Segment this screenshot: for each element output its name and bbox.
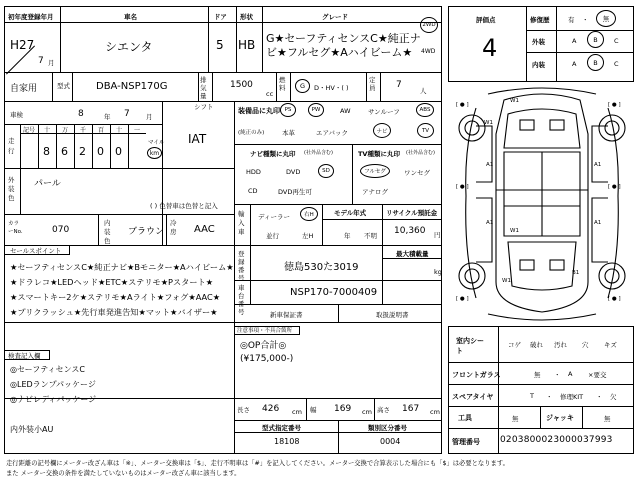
windshield-label: フロントガラス	[452, 371, 501, 379]
inspector-header: 検査記入欄	[8, 352, 41, 360]
drive-2wd-circle: 2WD	[420, 17, 438, 33]
mileage-digit: 6	[61, 145, 68, 158]
seat-label: 室内シート	[456, 337, 484, 355]
import-parallel: 並行	[266, 232, 279, 240]
capacity-unit: 人	[420, 87, 427, 95]
spare-label: スペアタイヤ	[452, 393, 494, 401]
height-label: 高さ	[377, 406, 390, 414]
mileage-label: 走行	[8, 137, 15, 155]
navi-header: ナビ種類に丸印	[250, 150, 296, 158]
grade-label: グレード	[322, 13, 348, 21]
capacity-label: 定員	[369, 76, 376, 92]
row-line	[526, 52, 634, 53]
model-label: 型式	[57, 82, 70, 90]
cc-unit: cc	[266, 90, 274, 98]
row-line	[234, 245, 442, 246]
diagram-mark: B1	[572, 270, 580, 276]
jack-label: ジャッキ	[546, 414, 574, 422]
spare-missing: 欠	[610, 393, 617, 401]
col-line	[166, 214, 167, 245]
repair-sep: ・	[582, 16, 589, 24]
sales-point-line: ★ドラレコ★LEDヘッド★ETC★ステリモ★Pスタート★	[10, 277, 214, 287]
airbag-item: エアバック	[316, 129, 348, 137]
inspection-year: 8	[78, 109, 84, 119]
doors: 5	[216, 38, 224, 52]
manual: 取扱説明書	[376, 311, 409, 319]
col-line	[380, 72, 381, 101]
equipment-header: 装備品に丸印	[238, 107, 280, 115]
jack-value: 無	[604, 415, 611, 423]
col-line	[276, 72, 277, 101]
diagram-bracket: [ ● ]	[608, 184, 621, 190]
recycle-label: リサイクル預託金	[386, 209, 438, 217]
navi-sd-circle: SD	[318, 164, 334, 178]
mileage-digit: 0	[115, 145, 122, 158]
era-year: H27	[10, 38, 35, 52]
row-line	[448, 406, 634, 407]
col-line	[52, 72, 53, 101]
seat-item-scorch: コゲ	[508, 341, 521, 349]
col-line	[250, 245, 251, 304]
row-line	[4, 322, 234, 323]
col-line	[374, 398, 375, 420]
chassis-label: 車台番号	[238, 284, 245, 316]
mgmt-number: 0203800023000037993	[500, 435, 613, 445]
col-line	[338, 304, 339, 322]
model-year-year: 年	[344, 232, 351, 240]
seat-item-tear: 破れ	[530, 341, 543, 349]
interior-color-label: 内装色	[104, 219, 111, 245]
navi-circle: ナビ	[373, 123, 391, 138]
spec-no-label: 型式指定番号	[262, 424, 301, 432]
repair-label: 修復歴	[530, 16, 550, 24]
seat-item-scratch: キズ	[604, 341, 617, 349]
spare-kit: 修理KIT	[560, 393, 584, 401]
interior-grade-label: 内装	[532, 61, 545, 69]
fuel-options: D・HV・( )	[314, 84, 349, 92]
row-line	[4, 22, 442, 23]
row-line	[4, 214, 234, 215]
col-line	[56, 124, 57, 168]
inspector-line: ◎ナビレディパッケージ	[10, 395, 97, 404]
reg-no: 徳島530た3019	[284, 262, 359, 273]
seat-item-hole: 穴	[582, 341, 589, 349]
reg-month: 7	[38, 56, 44, 66]
exterior-label: 外装色	[8, 176, 15, 202]
footer-line-1: 走行距離の記号欄にメーター改ざん車は「※」、メーター交換車は「$」、走行不明車は「#」を記入してください。メーター交換で合算表示した場合にも「$」は必要となります。	[6, 460, 509, 467]
diagram-mark: A1	[594, 162, 602, 168]
model-year-unknown: 不明	[364, 232, 377, 240]
shape: HB	[238, 38, 256, 52]
mileage-digit: 0	[97, 145, 104, 158]
km-circle: km	[147, 147, 162, 159]
score: 4	[482, 34, 498, 62]
digit-header: 百	[98, 127, 105, 134]
tv-analog: アナログ	[362, 188, 388, 196]
digit-header: 十	[44, 127, 51, 134]
row-line	[4, 398, 442, 399]
year-unit: 年	[104, 113, 111, 121]
col-line	[556, 6, 557, 82]
tv-header: TV種類に丸印	[358, 150, 400, 158]
ext-grade-c: C	[614, 37, 619, 45]
col-line	[20, 124, 21, 168]
windshield-replace: ×要交	[588, 371, 607, 379]
navi-hdd: HDD	[246, 168, 261, 176]
fuel-label: 燃料	[279, 76, 286, 92]
notes-line-1: ◎OP合計◎	[240, 341, 287, 351]
row-line	[382, 258, 442, 259]
model: DBA-NSP170G	[96, 81, 168, 92]
row-line	[234, 280, 442, 281]
repair-yes: 有	[568, 16, 575, 24]
fuel-g-circle: G	[295, 79, 310, 93]
color-note: ( ) 色替車は色替と記入	[150, 202, 218, 210]
score-label: 評価点	[476, 16, 496, 24]
windshield-a: A	[568, 370, 573, 378]
sales-point-line: ★スマートキー2ケ★ステリモ★Aライト★フォグ★AAC★	[10, 292, 221, 302]
mgmt-label: 管理番号	[452, 438, 480, 446]
sales-header: セールスポイント	[10, 247, 62, 255]
inspector-line: ◎セーフティセンスC	[10, 365, 85, 374]
mile-label: マイル	[148, 140, 165, 146]
diagram-bracket: [ ● ]	[608, 296, 621, 302]
row-line	[4, 101, 442, 102]
spare-sep2: ・	[596, 393, 603, 401]
diagram-mark: W1	[502, 278, 511, 284]
exterior-grade-label: 外装	[532, 38, 545, 46]
inspector-line: ◎LEDランプパッケージ	[10, 380, 96, 389]
shift-label: シフト	[194, 103, 214, 111]
col-line	[74, 124, 75, 168]
col-line	[582, 406, 583, 428]
row-line	[234, 322, 442, 323]
int-grade-b-circle: B	[587, 54, 604, 71]
col-line	[498, 326, 499, 454]
footer-line-2: また メーター交換の条件を満たしていないものはメーター改ざん車に該当します。	[6, 470, 241, 477]
reg-no-label: 登録番号	[238, 250, 245, 282]
class-no-label: 類別区分番号	[368, 424, 407, 432]
grade-line2: ビ★フルセグ★Aハイビーム★	[266, 46, 413, 59]
int-grade-a: A	[572, 60, 577, 68]
navi-cd: CD	[248, 187, 258, 195]
notes-header: 注意事項・不具合箇所	[237, 328, 293, 334]
diagram-bracket: [ ● ]	[456, 296, 469, 302]
col-line	[338, 420, 339, 454]
class-no: 0004	[380, 437, 401, 446]
displacement: 1500	[230, 80, 253, 90]
row-line	[4, 72, 442, 73]
digit-header: 記号	[23, 127, 36, 134]
navi-sub: (社外品含む)	[304, 150, 333, 156]
month-unit: 月	[146, 113, 153, 121]
tv-sub: (社外品含む)	[406, 150, 435, 156]
col-line	[352, 144, 353, 204]
windshield-sep: ・	[554, 371, 561, 379]
ext-grade-a: A	[572, 37, 577, 45]
digit-header: 千	[80, 127, 87, 134]
row-line	[448, 428, 634, 429]
col-line	[306, 398, 307, 420]
inspection-label: 車検	[10, 111, 23, 119]
diagram-mark: A1	[594, 220, 602, 226]
mileage-digit: 2	[79, 145, 86, 158]
digit-header: 一	[134, 127, 141, 134]
tv-oneseg: ワンセグ	[404, 169, 430, 177]
sunroof-item: サンルーフ	[368, 108, 400, 116]
int-grade-c: C	[614, 60, 619, 68]
ps-circle: PS	[280, 103, 296, 117]
row-line	[234, 144, 442, 145]
mileage-digit: 8	[43, 145, 50, 158]
exterior-color: パール	[34, 179, 61, 189]
car-damage-diagram	[448, 86, 636, 322]
car-name-label: 車名	[124, 13, 137, 21]
repair-no-circle: 無	[596, 10, 616, 27]
col-line	[262, 6, 263, 72]
col-line	[366, 72, 367, 101]
col-line	[198, 72, 199, 101]
navi-dvd: DVD	[286, 168, 301, 176]
col-line	[60, 6, 61, 72]
ac: AAC	[194, 224, 215, 235]
import-dealer: ディーラー	[258, 213, 290, 221]
col-line	[212, 72, 213, 101]
seat-item-stain: 汚れ	[554, 341, 567, 349]
first-reg-label: 初年度登録年月	[8, 13, 54, 21]
aw-item: AW	[340, 107, 351, 115]
col-line	[38, 124, 39, 168]
digit-header: 万	[62, 127, 69, 134]
capacity: 7	[396, 80, 402, 90]
diagram-mark: W1	[484, 120, 493, 126]
width: 169	[334, 404, 352, 414]
diagram-bracket: [ ● ]	[456, 102, 469, 108]
abs-circle: ABS	[416, 103, 434, 117]
shift: IAT	[188, 132, 207, 146]
length: 426	[262, 404, 280, 414]
row-line	[234, 204, 442, 205]
height-unit: cm	[430, 408, 440, 416]
color-no-label: カラーNo.	[8, 221, 23, 235]
col-line	[322, 204, 323, 245]
inspector-line: 内外装小AU	[10, 425, 54, 434]
use: 自家用	[10, 84, 38, 94]
interior-color: ブラウン	[128, 227, 165, 237]
spare-t: T	[530, 392, 534, 400]
leather-item: 本革	[282, 129, 295, 137]
diagram-mark: W1	[510, 98, 519, 104]
tv-fullseg-circle: フルセグ	[360, 164, 390, 178]
tv-circle: TV	[417, 123, 434, 138]
row-line	[448, 384, 634, 385]
month-unit: 月	[48, 59, 55, 67]
col-line	[526, 6, 527, 82]
row-line	[234, 432, 442, 433]
import-label: 輸入車	[238, 210, 245, 236]
displacement-label: 排気量	[200, 76, 207, 100]
tools-value: 無	[512, 415, 519, 423]
col-line	[20, 168, 21, 214]
windshield-none: 無	[534, 371, 541, 379]
chassis-no: NSP170-7000409	[290, 287, 378, 298]
model-year-label: モデル年式	[334, 209, 367, 217]
diagram-mark: A1	[486, 162, 494, 168]
col-line	[92, 124, 93, 168]
col-line	[72, 72, 73, 101]
row-line	[526, 30, 634, 31]
col-line	[208, 6, 209, 72]
grade-line1: G★セーフティセンスC★純正ナ	[266, 32, 421, 45]
diagram-mark: A1	[486, 220, 494, 226]
col-line	[236, 6, 237, 72]
drive-4wd: 4WD	[421, 48, 436, 55]
length-label: 長さ	[237, 406, 250, 414]
sales-point-line: ★セーフティセンスC★純正ナビ★Bモニター★Aハイビーム★	[10, 262, 234, 272]
col-line	[540, 406, 541, 428]
spare-sep: ・	[546, 393, 553, 401]
recycle-amount: 10,360	[394, 226, 426, 236]
car-name: シエンタ	[105, 40, 153, 54]
ext-grade-b-circle: B	[587, 31, 604, 48]
row-line	[4, 168, 234, 169]
navi-dvd-play: DVD再生可	[278, 188, 312, 196]
col-line	[110, 124, 111, 168]
shape-label: 形状	[240, 13, 253, 21]
height: 167	[402, 404, 420, 414]
import-lh: 左H	[302, 232, 314, 240]
width-label: 幅	[310, 406, 317, 414]
col-line	[234, 101, 235, 454]
col-line	[290, 72, 291, 101]
col-line	[98, 214, 99, 245]
diagram-bracket: [ ● ]	[608, 102, 621, 108]
pw-circle: PW	[308, 103, 324, 117]
col-line	[250, 204, 251, 245]
kg-unit: kg	[434, 268, 442, 276]
payload-label: 最大積載量	[396, 250, 429, 258]
doors-label: ドア	[214, 13, 227, 21]
spec-no: 18108	[274, 437, 300, 446]
inspection-month: 7	[124, 109, 130, 119]
ac-label: 冷房	[170, 219, 177, 236]
yen-unit: 円	[434, 231, 441, 239]
length-unit: cm	[292, 408, 302, 416]
import-rh-circle: 右H	[300, 207, 318, 221]
row-line	[448, 362, 634, 363]
digit-header: 十	[116, 127, 123, 134]
color-no: 070	[52, 225, 70, 235]
new-warranty: 新車保証書	[270, 311, 303, 319]
sales-point-line: ★プリクラッシュ★先行車発進告知★マット★バイザー★	[10, 307, 218, 317]
diagram-bracket: [ ● ]	[456, 184, 469, 190]
diagram-mark: W1	[510, 228, 519, 234]
notes-line-2: (¥175,000-)	[240, 354, 294, 364]
width-unit: cm	[362, 408, 372, 416]
equipment-sub: (純正のみ)	[238, 130, 265, 136]
row-line	[322, 219, 442, 220]
col-line	[128, 124, 129, 168]
tools-label: 工具	[458, 414, 472, 422]
